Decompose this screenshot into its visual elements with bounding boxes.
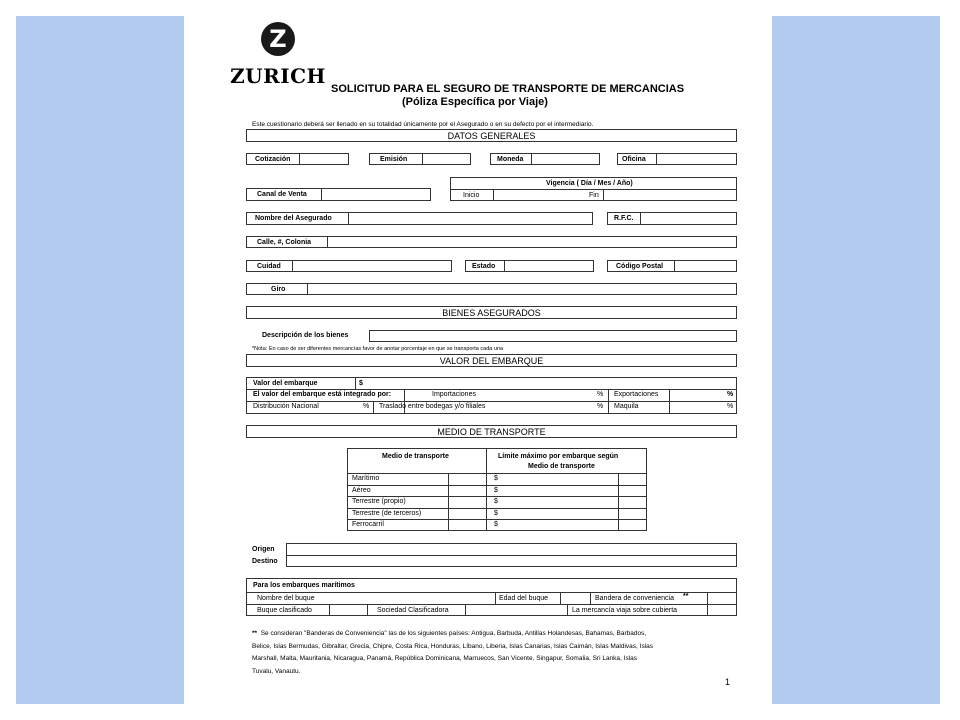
medio-row-currency: $ <box>494 510 498 517</box>
medio-row-label: Terrestre (propio) <box>352 498 406 505</box>
section-datos-generales: DATOS GENERALES <box>246 129 737 142</box>
cotizacion-field[interactable] <box>246 153 349 165</box>
section-bienes-asegurados: BIENES ASEGURADOS <box>246 306 737 319</box>
importaciones-pct: % <box>597 391 604 398</box>
right-blue-panel <box>772 16 940 704</box>
exportaciones-pct: % <box>727 391 734 398</box>
footnote-line-2: Belice, Islas Bermudas, Gibraltar, Grecia, Chipre, Costa Rica, Honduras, Líbano, Liberia, Islas Canarias, Islas Caimán, Islas Maldivas, Islas <box>252 642 654 650</box>
giro-field[interactable] <box>246 283 737 295</box>
medio-row-currency: $ <box>494 521 498 528</box>
medio-row-currency: $ <box>494 475 498 482</box>
form-title: SOLICITUD PARA EL SEGURO DE TRANSPORTE DE MERCANCIAS <box>331 83 685 95</box>
medio-row-label: Marítimo <box>352 475 380 482</box>
exportaciones-label: Exportaciones <box>614 391 659 398</box>
ciudad-field[interactable] <box>246 260 452 272</box>
zurich-logo <box>228 22 328 88</box>
rfc-field[interactable] <box>607 212 737 225</box>
instructions-text: Este cuestionario deberá ser llenado en su totalidad únicamente por el Asegurado o en su defecto por el intermediario. <box>252 121 594 128</box>
zurich-emblem-icon <box>261 22 295 56</box>
codigo-postal-field[interactable] <box>607 260 737 272</box>
medio-row-currency: $ <box>494 487 498 494</box>
bandera-label: Bandera de conveniencia <box>595 595 675 602</box>
form-subtitle: (Póliza Específica por Viaje) <box>402 96 548 108</box>
maquila-label: Maquila <box>614 403 639 410</box>
medio-row-label: Aéreo <box>352 487 371 494</box>
footnote-line-1: Se consideran "Banderas de Conveniencia" las de los siguientes países: Antigua, Barbuda, Antillas Holandesas, Bahamas, Barbados, <box>260 630 647 637</box>
estado-field[interactable] <box>465 260 594 272</box>
brand-name: ZURICH <box>230 64 326 88</box>
asegurado-field[interactable] <box>246 212 593 225</box>
codigo-postal-label: Código Postal <box>616 263 664 270</box>
cubierta-label: La mercancía viaja sobre cubierta <box>572 607 678 614</box>
medio-row-label: Ferrocarril <box>352 521 384 528</box>
valor-embarque-input[interactable] <box>365 378 737 389</box>
canal-venta-label: Canal de Venta <box>257 191 307 198</box>
calle-label: Calle, #, Colonia <box>257 239 312 246</box>
asegurado-label: Nombre del Asegurado <box>255 215 332 222</box>
vigencia-label: Vigencia ( Día / Mes / Año) <box>546 180 633 187</box>
limite-col-header-1: Límite máximo por embarque según <box>498 453 619 460</box>
emblem-letter: Z <box>269 25 287 53</box>
medio-transporte-table <box>347 448 647 531</box>
footnote-line-4: Tuvalu, Vanautu. <box>252 667 301 675</box>
fin-label: Fin <box>589 192 599 199</box>
medio-col-header: Medio de transporte <box>382 453 449 460</box>
distribucion-pct: % <box>363 403 370 410</box>
rfc-label: R.F.C. <box>614 215 634 222</box>
sociedad-label: Sociedad Clasificadora <box>377 607 449 614</box>
nota-text: *Nota: En caso de ser diferentes mercancías favor de anotar porcentaje en que se transporta cada una <box>252 346 504 352</box>
maquila-pct: % <box>727 403 734 410</box>
section-valor-embarque: VALOR DEL EMBARQUE <box>246 354 737 367</box>
cotizacion-label: Cotización <box>255 156 291 163</box>
section-medio-transporte: MEDIO DE TRANSPORTE <box>246 425 737 438</box>
estado-label: Estado <box>472 263 496 270</box>
canal-venta-field[interactable] <box>246 188 431 201</box>
left-blue-panel <box>16 16 184 704</box>
buque-clasificado-label: Buque clasificado <box>257 607 312 614</box>
moneda-field[interactable] <box>490 153 600 165</box>
footnote-line-3: Marshall, Malta, Mauritania, Nicaragua, Panamá, República Dominicana, Marruecos, San Vicente, Singapur, Somalia, Sri Lanka, Islas <box>252 655 638 662</box>
maritimos-heading: Para los embarques marítimos <box>253 582 355 589</box>
page-number: 1 <box>725 677 731 687</box>
calle-field[interactable] <box>246 236 737 248</box>
origen-label: Origen <box>252 546 275 553</box>
valor-currency: $ <box>359 380 363 387</box>
origen-destino-field[interactable] <box>286 543 737 567</box>
limite-col-header-2: Medio de transporte <box>528 463 595 470</box>
nombre-buque-label: Nombre del buque <box>257 595 315 602</box>
integrado-label: El valor del embarque está integrado por: <box>253 391 392 398</box>
footnote-mark: ** <box>252 630 258 637</box>
oficina-field[interactable] <box>617 153 737 165</box>
form-page <box>184 16 772 704</box>
importaciones-label: Importaciones <box>432 391 476 398</box>
medio-row-currency: $ <box>494 498 498 505</box>
descripcion-field[interactable] <box>369 330 737 342</box>
valor-table <box>246 377 737 414</box>
distribucion-label: Distribución Nacional <box>253 403 319 410</box>
descripcion-label: Descripción de los bienes <box>262 332 349 339</box>
valor-embarque-label: Valor del embarque <box>253 380 318 387</box>
destino-label: Destino <box>252 558 278 565</box>
giro-label: Giro <box>271 286 286 293</box>
emision-label: Emisión <box>380 156 408 163</box>
ciudad-label: Cuidad <box>257 263 281 270</box>
moneda-label: Moneda <box>497 156 524 163</box>
medio-row-label: Terrestre (de terceros) <box>352 510 422 517</box>
traslado-pct: % <box>597 403 604 410</box>
bandera-mark: ** <box>683 593 689 600</box>
inicio-label: Inicio <box>463 192 480 199</box>
vigencia-field[interactable] <box>450 177 737 201</box>
emision-field[interactable] <box>369 153 471 165</box>
maritimos-table <box>246 578 737 616</box>
edad-buque-label: Edad del buque <box>499 595 549 602</box>
oficina-label: Oficina <box>622 156 646 163</box>
traslado-label: Traslado entre bodegas y/o filiales <box>379 403 486 410</box>
footnote <box>252 628 742 678</box>
